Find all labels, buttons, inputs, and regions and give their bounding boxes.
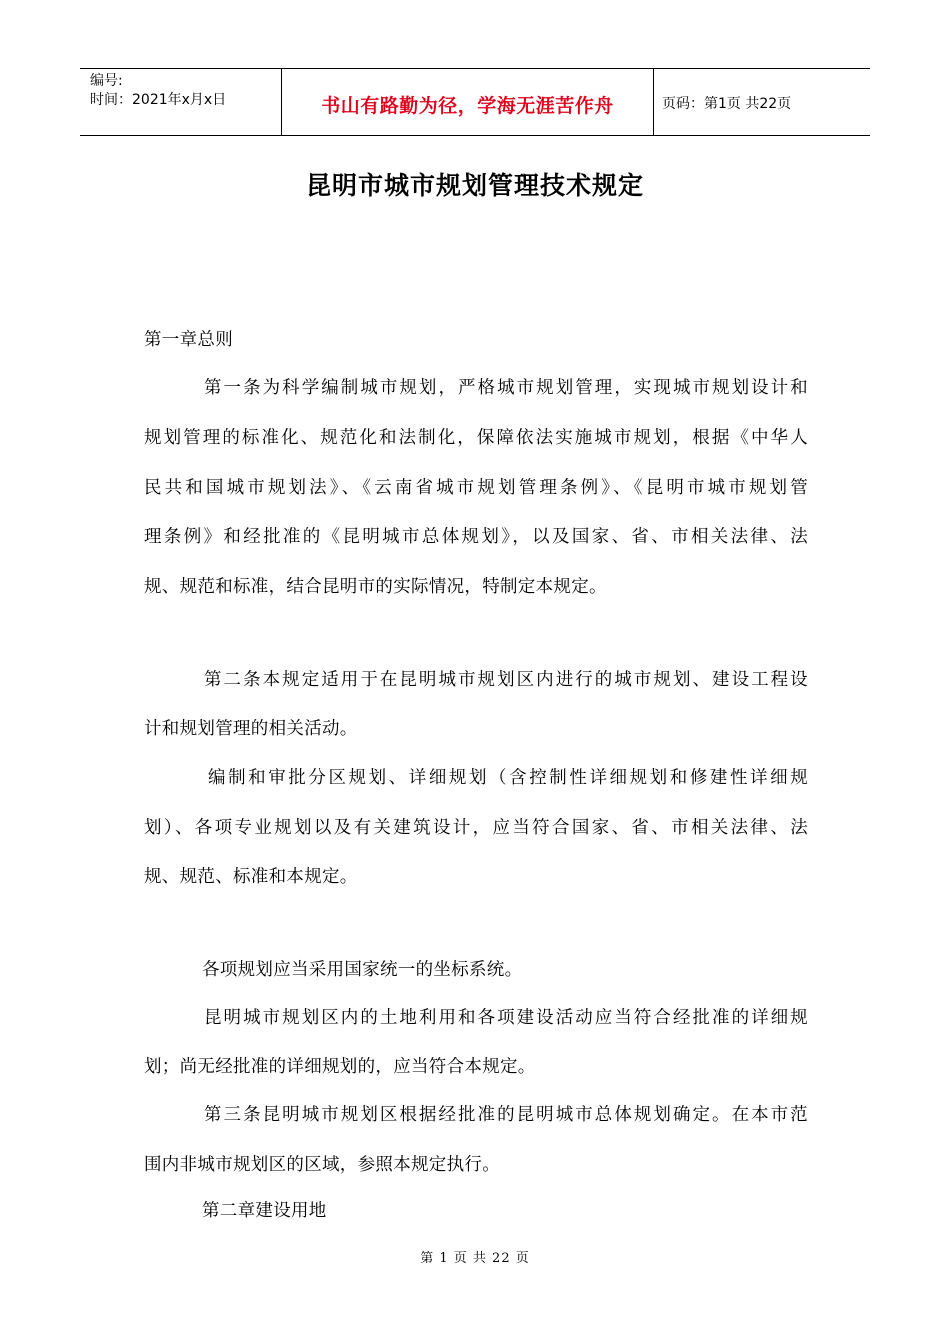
number-label: 编号: xyxy=(90,73,123,89)
header-page-cell xyxy=(654,69,870,135)
chapter-heading: 第一章总则 xyxy=(144,330,233,350)
paragraph-line: 第三条昆明城市规划区根据经批准的昆明城市总体规划确定。在本市范 xyxy=(204,1105,808,1125)
paragraph-line: 划）、各项专业规划以及有关建筑设计，应当符合国家、省、市相关法律、法 xyxy=(144,818,808,838)
paragraph-line: 围内非城市规划区的区域，参照本规定执行。 xyxy=(144,1155,500,1175)
header-info-cell xyxy=(80,69,282,135)
page-label: 页码：第1页 共22页 xyxy=(662,96,792,112)
paragraph-line: 第一条为科学编制城市规划，严格城市规划管理，实现城市规划设计和 xyxy=(204,378,808,398)
paragraph-line: 各项规划应当采用国家统一的坐标系统。 xyxy=(202,960,523,980)
paragraph-line: 规、规范和标准，结合昆明市的实际情况，特制定本规定。 xyxy=(144,577,607,597)
paragraph-line: 划；尚无经批准的详细规划的，应当符合本规定。 xyxy=(144,1057,536,1077)
motto-text: 书山有路勤为径，学海无涯苦作舟 xyxy=(321,94,614,117)
paragraph-line: 第二条本规定适用于在昆明城市规划区内进行的城市规划、建设工程设 xyxy=(204,670,808,690)
paragraph-line: 昆明城市规划区内的土地利用和各项建设活动应当符合经批准的详细规 xyxy=(204,1008,808,1028)
page-footer: 第 1 页 共 22 页 xyxy=(420,1251,530,1266)
paragraph-line: 规、规范、标准和本规定。 xyxy=(144,867,358,887)
paragraph-line: 编制和审批分区规划、详细规划（含控制性详细规划和修建性详细规 xyxy=(208,768,808,788)
header-motto-cell xyxy=(282,69,654,135)
time-label: 时间：2021年x月x日 xyxy=(90,92,227,108)
paragraph-line: 规划管理的标准化、规范化和法制化，保障依法实施城市规划，根据《中华人 xyxy=(144,428,808,448)
paragraph-line: 计和规划管理的相关活动。 xyxy=(144,719,358,739)
paragraph-line: 理条例》和经批准的《昆明城市总体规划》，以及国家、省、市相关法律、法 xyxy=(144,527,808,547)
chapter-heading: 第二章建设用地 xyxy=(202,1201,327,1221)
paragraph-line: 民共和国城市规划法》、《云南省城市规划管理条例》、《昆明市城市规划管 xyxy=(144,478,808,498)
header-table xyxy=(80,68,870,136)
document-title: 昆明市城市规划管理技术规定 xyxy=(305,171,644,200)
